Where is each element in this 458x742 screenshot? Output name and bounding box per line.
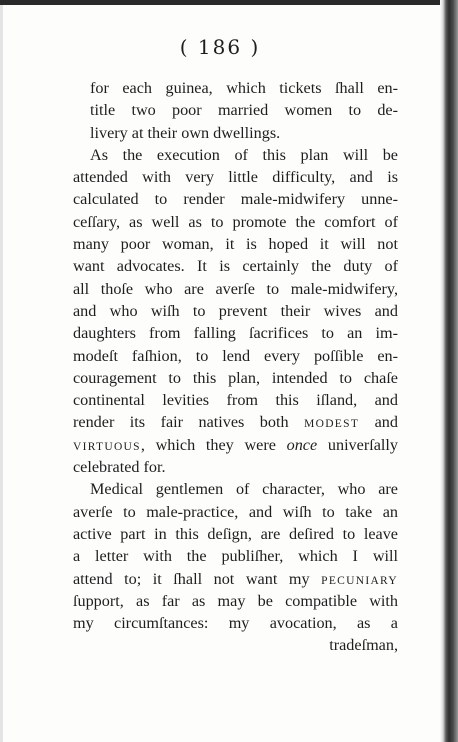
text-span: Medical gentlemen of character, who are xyxy=(90,480,398,499)
text-line: title two poor married women to de- xyxy=(90,101,398,120)
text-line: celebrated for. xyxy=(73,458,166,477)
text-line xyxy=(73,434,398,456)
body-text xyxy=(73,77,398,657)
text-line: want advocates. It is certainly the duty of xyxy=(73,257,398,276)
text-line: many poor woman, it is hoped it will not xyxy=(73,235,398,254)
text-span: attend to; it ſhall not want my xyxy=(73,569,310,588)
text-line: ſupport, as far as may be compatible with xyxy=(73,591,398,610)
text-line xyxy=(73,478,398,500)
text-line: all thoſe who are averſe to male-midwifery, xyxy=(73,279,398,298)
small-caps-word: VIRTUOUS xyxy=(73,440,141,453)
text-line: averſe to male-practice, and wiſh to take an xyxy=(73,502,398,521)
text-line xyxy=(73,144,398,166)
text-line: render its fair natives both MODEST and xyxy=(73,413,398,432)
text-line: modeſt faſhion, to lend every poſſible en- xyxy=(73,346,398,365)
text-span: , which they were xyxy=(140,435,276,454)
page-left-edge xyxy=(0,0,3,742)
text-line: continental levities from this iſland, and xyxy=(73,391,398,410)
text-line: couragement to this plan, intended to chaſe xyxy=(73,368,398,387)
text-span: As the execution of this plan will be xyxy=(90,145,398,164)
italic-word: once xyxy=(286,435,318,454)
text-line: my circumſtances: my avocation, as a xyxy=(73,614,398,633)
text-line xyxy=(73,568,398,590)
catchword: tradeſman, xyxy=(329,636,398,655)
text-line: calculated to render male-midwifery unne- xyxy=(73,190,398,209)
text-line: active part in this deſign, are deſired to leave xyxy=(73,524,398,543)
text-line: daughters from falling ſacrifices to an im- xyxy=(73,324,398,343)
text-line: attended with very little difficulty, and is xyxy=(73,168,398,187)
text-span: univerſally xyxy=(317,435,398,454)
book-spine-shadow xyxy=(440,0,458,742)
page-number: ( 186 ) xyxy=(179,35,261,59)
text-line: for each guinea, which tickets ſhall en- xyxy=(90,79,398,97)
text-span: render its fair natives both xyxy=(73,413,289,432)
small-caps-word: MODEST xyxy=(304,418,360,431)
text-line: and who wiſh to prevent their wives and xyxy=(73,301,398,320)
text-line: ceſſary, as well as to promote the comfort of xyxy=(73,212,398,231)
text-line: a letter with the publiſher, which I will xyxy=(73,547,398,566)
text-line: livery at their own dwellings. xyxy=(90,123,281,142)
small-caps-word: PECUNIARY xyxy=(321,574,399,587)
page-top-edge xyxy=(0,0,458,5)
